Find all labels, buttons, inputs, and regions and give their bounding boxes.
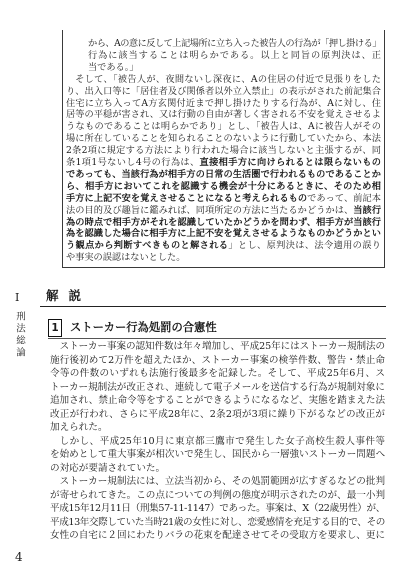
text-run: 平成13年交際していた当時21歳の女性に対し、恋愛感情を充足する目的で、その — [50, 516, 385, 528]
text-line — [66, 193, 381, 205]
text-line — [50, 475, 385, 489]
text-line — [50, 489, 385, 503]
emphasized-text: ら、相手方においてこれを認識する機会が十分にあるときに、そのため相 — [66, 180, 381, 192]
text-run: ストーカー規制法には、立法当初から、その処罰範囲が広すぎるなどの批判 — [59, 476, 385, 487]
text-line — [50, 394, 385, 408]
text-run: ストーカー事案の認知件数は年々増加し、平成25年にはストーカー規制法の — [59, 341, 385, 352]
text-line — [66, 252, 381, 264]
text-run: 加えられた。 — [50, 422, 108, 433]
part-title: 刑法総論 — [14, 311, 25, 359]
text-line — [66, 169, 381, 181]
text-run: そして、「被告人が、夜間ないし深夜に、Aの住居の付近で見張りをした — [75, 73, 381, 85]
text-run: しかし、平成25年10月に東京都三鷹市で発生した女子高校生殺人事件等 — [59, 435, 385, 447]
text-run: の対応が要請されていた。 — [50, 462, 166, 474]
text-line — [66, 121, 381, 133]
text-run: 平成15年12月11日（刑集57-11-1147）であった。事案は、X（22歳男性）が、 — [50, 503, 385, 514]
text-run: 場に所在していることを知られることのないように行動していたから、本法 — [66, 133, 381, 145]
text-run: 令等の件数のいずれも法施行後最多を記録した。そして、平成25年6月、ス — [50, 368, 385, 379]
text-line — [88, 38, 381, 50]
text-line — [66, 205, 381, 217]
commentary-body — [50, 340, 385, 543]
text-run: うなものであることは明らかであり」とし、「被告人は、Aに被告人がその — [66, 121, 381, 133]
text-line — [50, 421, 385, 435]
text-run: 住宅に立ち入ってA方玄関付近まで押し掛けたりする行為が、Aに対し、住 — [66, 97, 381, 109]
emphasized-text: 為の時点で相手方がそれを認識していたかどうかを問わず、相手方が当該行 — [66, 216, 381, 228]
body-paragraph — [50, 340, 385, 435]
text-line — [66, 217, 381, 229]
emphasized-text: であっても、当該行為が相手方の日常の生活圏で行われるものであることか — [66, 168, 381, 180]
text-run: 法の目的及び趣旨に鑑みれば、同項所定の方法に当たるかどうかは、 — [66, 204, 354, 216]
emphasized-text: う観点から判断すべきものと解される — [66, 240, 229, 252]
text-run: 当である。」 — [88, 61, 139, 73]
text-line — [66, 98, 381, 110]
text-run: から、Aの意に反して上記場所に立ち入った被告人の行為が「押し掛ける」 — [88, 38, 381, 49]
text-run: や事実の誤認はないとした。 — [66, 252, 186, 264]
text-run: 行為に該当することは明らかである。以上と同旨の原判決は、正 — [88, 49, 381, 61]
emphasized-text: 当該行 — [353, 204, 382, 216]
quote-paragraph — [66, 74, 381, 265]
text-line — [66, 86, 381, 98]
text-line — [88, 50, 381, 62]
text-line — [50, 516, 385, 530]
emphasized-text: 為を認識した場合に相手方に上記不安を覚えさせるようなものかどうかとい — [66, 228, 381, 240]
section-title: ストーカー行為処罰の合憲性 — [70, 320, 217, 334]
commentary-heading-label: 解説 — [46, 288, 92, 303]
nested-quote — [88, 38, 381, 74]
text-run: 2条2項に規定する方法により行われた場合に該当しないと主張するが、同 — [66, 145, 381, 157]
part-number: I — [15, 291, 20, 304]
text-line — [50, 367, 385, 381]
text-line — [66, 109, 381, 121]
section-number: 1 — [48, 319, 62, 337]
page-number: 4 — [15, 550, 23, 564]
body-paragraph — [50, 435, 385, 476]
text-line — [66, 240, 381, 252]
text-run: 改正が行われ、さらに平成28年に、2条2項が3項に繰り下がるなどの改正が — [50, 408, 385, 420]
text-line — [50, 408, 385, 422]
text-run: が寄せられてきた。この点についての判例の態度が明示されたのが、最一小判 — [50, 489, 385, 501]
body-paragraph — [50, 475, 385, 543]
text-line — [66, 228, 381, 240]
text-line — [66, 157, 381, 169]
text-line — [50, 448, 385, 462]
text-run: 女性の自宅に２回にわたりバラの花束を配達させてその受取方を要求し、更に — [50, 530, 385, 541]
text-line — [66, 181, 381, 193]
text-run: 追加され、禁止命令等をすることができるようになるなど、実態を踏まえた法 — [50, 395, 385, 406]
text-line — [66, 145, 381, 157]
text-line — [50, 435, 385, 449]
text-run: であって、前記本 — [307, 192, 381, 204]
judgment-quote-box — [62, 30, 385, 268]
text-run: 居等の平穏が害され、又は行動の自由が著しく害される不安を覚えさせるよ — [66, 109, 381, 121]
commentary-heading — [40, 286, 386, 307]
text-run: り、出入口等に「居住者及び関係者以外立入禁止」の表示がされた前記集合 — [66, 85, 381, 97]
text-line — [50, 340, 385, 354]
text-run: 条1項1号ないし4号の行為は、 — [66, 157, 200, 169]
text-line — [50, 462, 385, 476]
text-line — [50, 502, 385, 516]
text-line — [50, 529, 385, 543]
emphasized-text: 直接相手方に向けられるとは限らないもの — [199, 157, 381, 169]
emphasized-text: 手方に上記不安を覚えさせることになると考えられるもの — [66, 192, 308, 204]
text-run: 施行後初めて2万件を超えたほか、ストーカー事案の検挙件数、警告・禁止命 — [50, 354, 385, 366]
section-heading — [48, 317, 386, 339]
text-run: トーカー規制法が改正され、連続して電子メールを送信する行為が規制対象に — [50, 381, 385, 393]
text-line — [50, 381, 385, 395]
text-run: 」とし、原判決は、法令適用の誤り — [228, 240, 381, 252]
text-line — [50, 354, 385, 368]
text-line — [88, 62, 381, 74]
text-line — [66, 133, 381, 145]
text-line — [66, 74, 381, 86]
text-run: を始めとして重大事案が相次いで発生し、国民から一層強いストーカー問題へ — [50, 449, 385, 460]
